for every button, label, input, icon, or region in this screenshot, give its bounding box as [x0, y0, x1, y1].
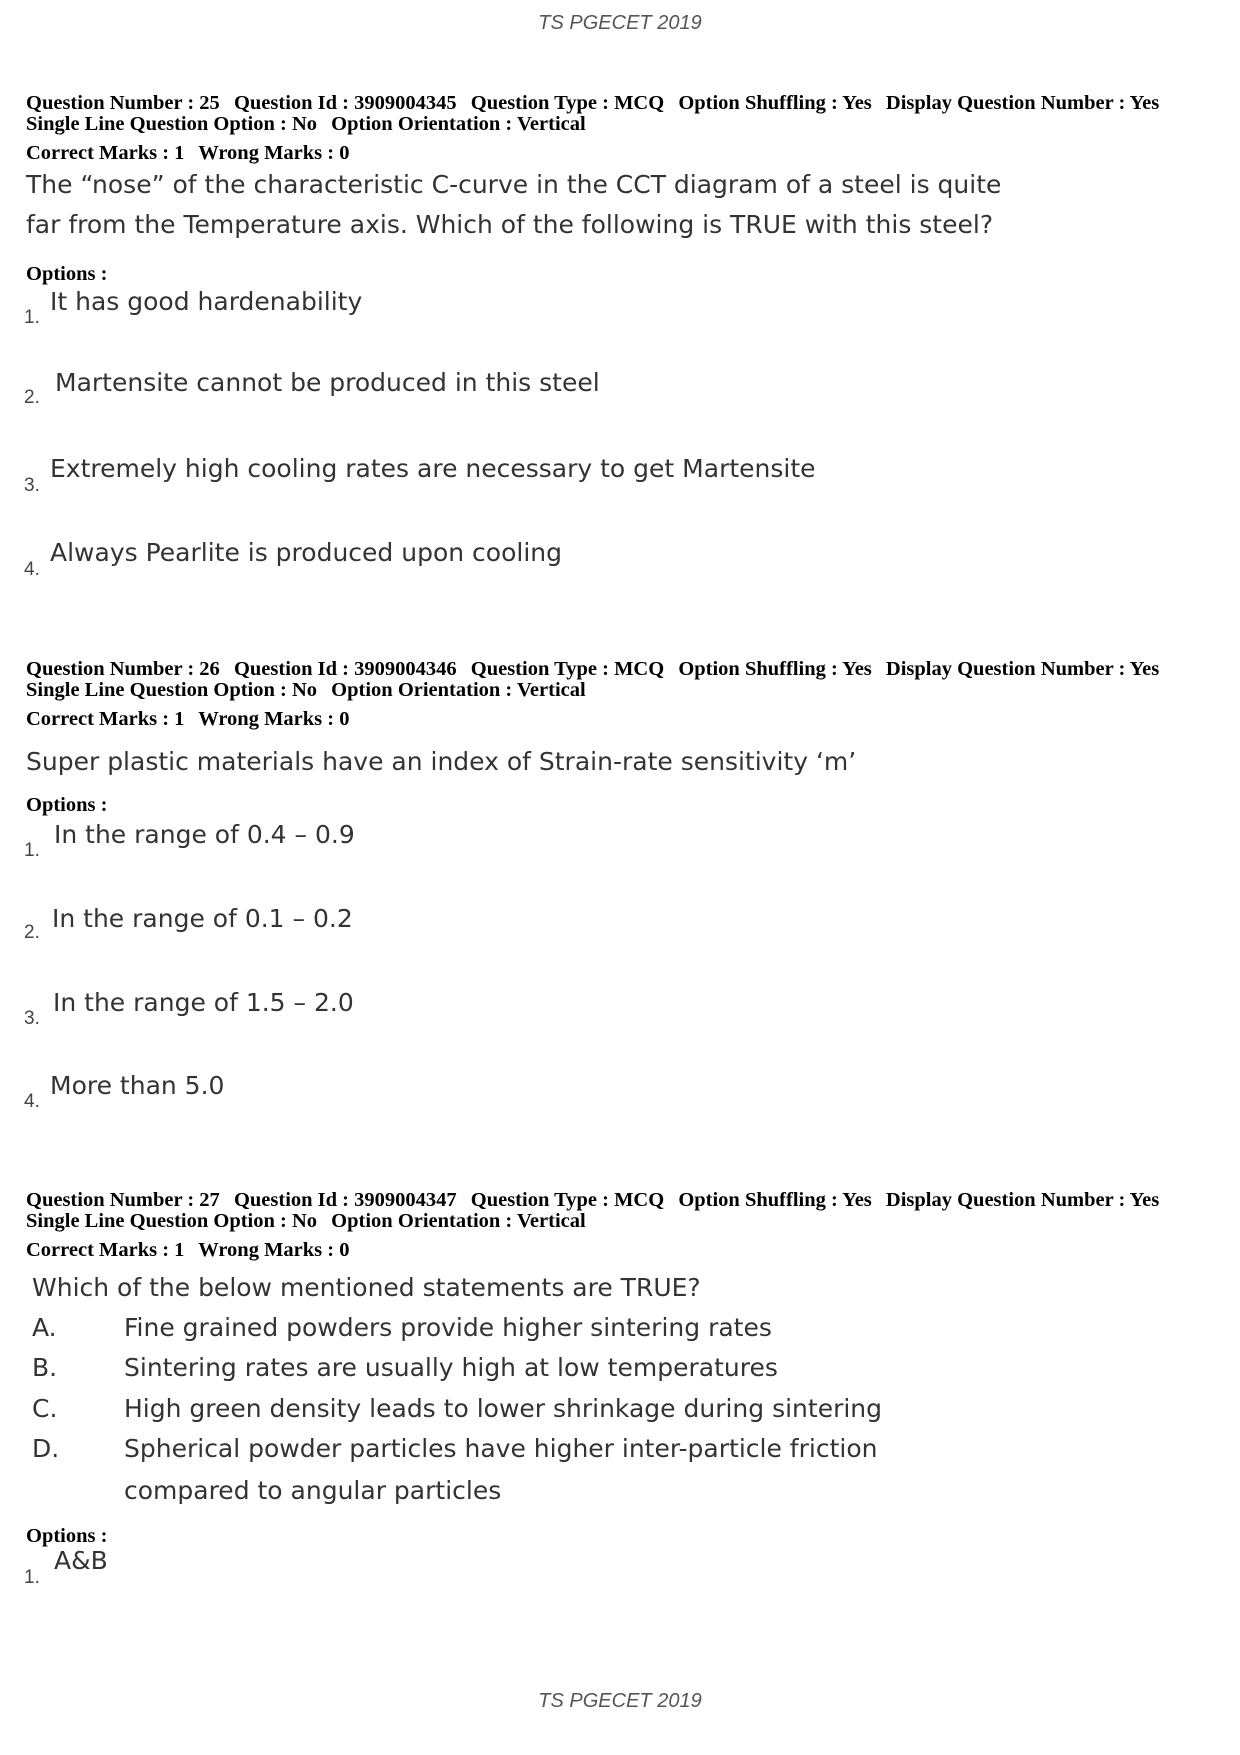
option-text: In the range of 0.4 – 0.9 — [54, 820, 355, 849]
question-type: Question Type : MCQ — [470, 658, 665, 680]
question-stem-line: Super plastic materials have an index of Strain-rate sensitivity ‘m’ — [26, 747, 857, 776]
marks-line — [26, 1240, 359, 1261]
wrong-marks: Wrong Marks : 0 — [198, 142, 350, 164]
question-meta — [26, 1190, 1168, 1211]
statement-text-continued: compared to angular particles — [124, 1476, 502, 1505]
page-header: TS PGECET 2019 — [538, 12, 702, 34]
statement-text: Spherical powder particles have higher inter-particle friction — [124, 1434, 878, 1463]
question-meta-line2 — [26, 1211, 595, 1232]
option-text: In the range of 1.5 – 2.0 — [53, 988, 354, 1017]
option-number: 1. — [24, 1567, 40, 1588]
statement-letter: B. — [32, 1353, 58, 1382]
option-shuffling: Option Shuffling : Yes — [678, 1189, 872, 1211]
marks-line — [26, 709, 359, 730]
option-text: Always Pearlite is produced upon cooling — [50, 538, 562, 567]
question-id: Question Id : 3909004347 — [233, 1189, 457, 1211]
options-label: Options : — [26, 794, 108, 816]
option-number: 2. — [24, 922, 40, 943]
single-line-option: Single Line Question Option : No — [26, 113, 318, 135]
question-meta — [26, 659, 1168, 680]
option-number: 1. — [24, 307, 40, 328]
single-line-option: Single Line Question Option : No — [26, 1210, 318, 1232]
option-number: 3. — [24, 475, 40, 496]
page-footer: TS PGECET 2019 — [538, 1690, 702, 1712]
correct-marks: Correct Marks : 1 — [26, 708, 185, 730]
statement-text: Sintering rates are usually high at low temperatures — [124, 1353, 778, 1382]
wrong-marks: Wrong Marks : 0 — [198, 1239, 350, 1261]
display-question-number: Display Question Number : Yes — [885, 1189, 1160, 1211]
question-number: Question Number : 27 — [26, 1189, 220, 1211]
statement-letter: C. — [32, 1394, 58, 1423]
option-orientation: Option Orientation : Vertical — [331, 113, 586, 135]
options-label: Options : — [26, 1525, 108, 1547]
question-stem-line: far from the Temperature axis. Which of the following is TRUE with this steel? — [26, 210, 994, 239]
single-line-option: Single Line Question Option : No — [26, 679, 318, 701]
marks-line — [26, 143, 359, 164]
question-meta — [26, 93, 1168, 114]
option-text: Martensite cannot be produced in this steel — [55, 368, 600, 397]
question-id: Question Id : 3909004345 — [233, 92, 457, 114]
option-text: A&B — [54, 1546, 108, 1575]
question-stem-line: Which of the below mentioned statements are TRUE? — [32, 1273, 701, 1302]
option-number: 4. — [24, 559, 40, 580]
option-number: 1. — [24, 840, 40, 861]
option-text: It has good hardenability — [50, 287, 363, 316]
option-number: 2. — [24, 387, 40, 408]
option-number: 3. — [24, 1008, 40, 1029]
question-meta-line2 — [26, 114, 595, 135]
option-text: In the range of 0.1 – 0.2 — [52, 904, 353, 933]
option-shuffling: Option Shuffling : Yes — [678, 658, 872, 680]
statement-letter: A. — [32, 1313, 57, 1342]
question-number: Question Number : 26 — [26, 658, 220, 680]
display-question-number: Display Question Number : Yes — [885, 92, 1160, 114]
option-text: More than 5.0 — [50, 1071, 225, 1100]
question-type: Question Type : MCQ — [470, 92, 665, 114]
option-shuffling: Option Shuffling : Yes — [678, 92, 872, 114]
options-label: Options : — [26, 263, 108, 285]
option-text: Extremely high cooling rates are necessary to get Martensite — [50, 454, 816, 483]
statement-letter: D. — [32, 1434, 60, 1463]
statement-text: High green density leads to lower shrinkage during sintering — [124, 1394, 883, 1423]
question-type: Question Type : MCQ — [470, 1189, 665, 1211]
question-meta-line2 — [26, 680, 595, 701]
option-orientation: Option Orientation : Vertical — [331, 1210, 586, 1232]
question-number: Question Number : 25 — [26, 92, 220, 114]
correct-marks: Correct Marks : 1 — [26, 1239, 185, 1261]
option-orientation: Option Orientation : Vertical — [331, 679, 586, 701]
statement-text: Fine grained powders provide higher sintering rates — [124, 1313, 772, 1342]
correct-marks: Correct Marks : 1 — [26, 142, 185, 164]
option-number: 4. — [24, 1091, 40, 1112]
question-stem-line: The “nose” of the characteristic C-curve in the CCT diagram of a steel is quite — [26, 170, 1002, 199]
wrong-marks: Wrong Marks : 0 — [198, 708, 350, 730]
question-id: Question Id : 3909004346 — [233, 658, 457, 680]
display-question-number: Display Question Number : Yes — [885, 658, 1160, 680]
